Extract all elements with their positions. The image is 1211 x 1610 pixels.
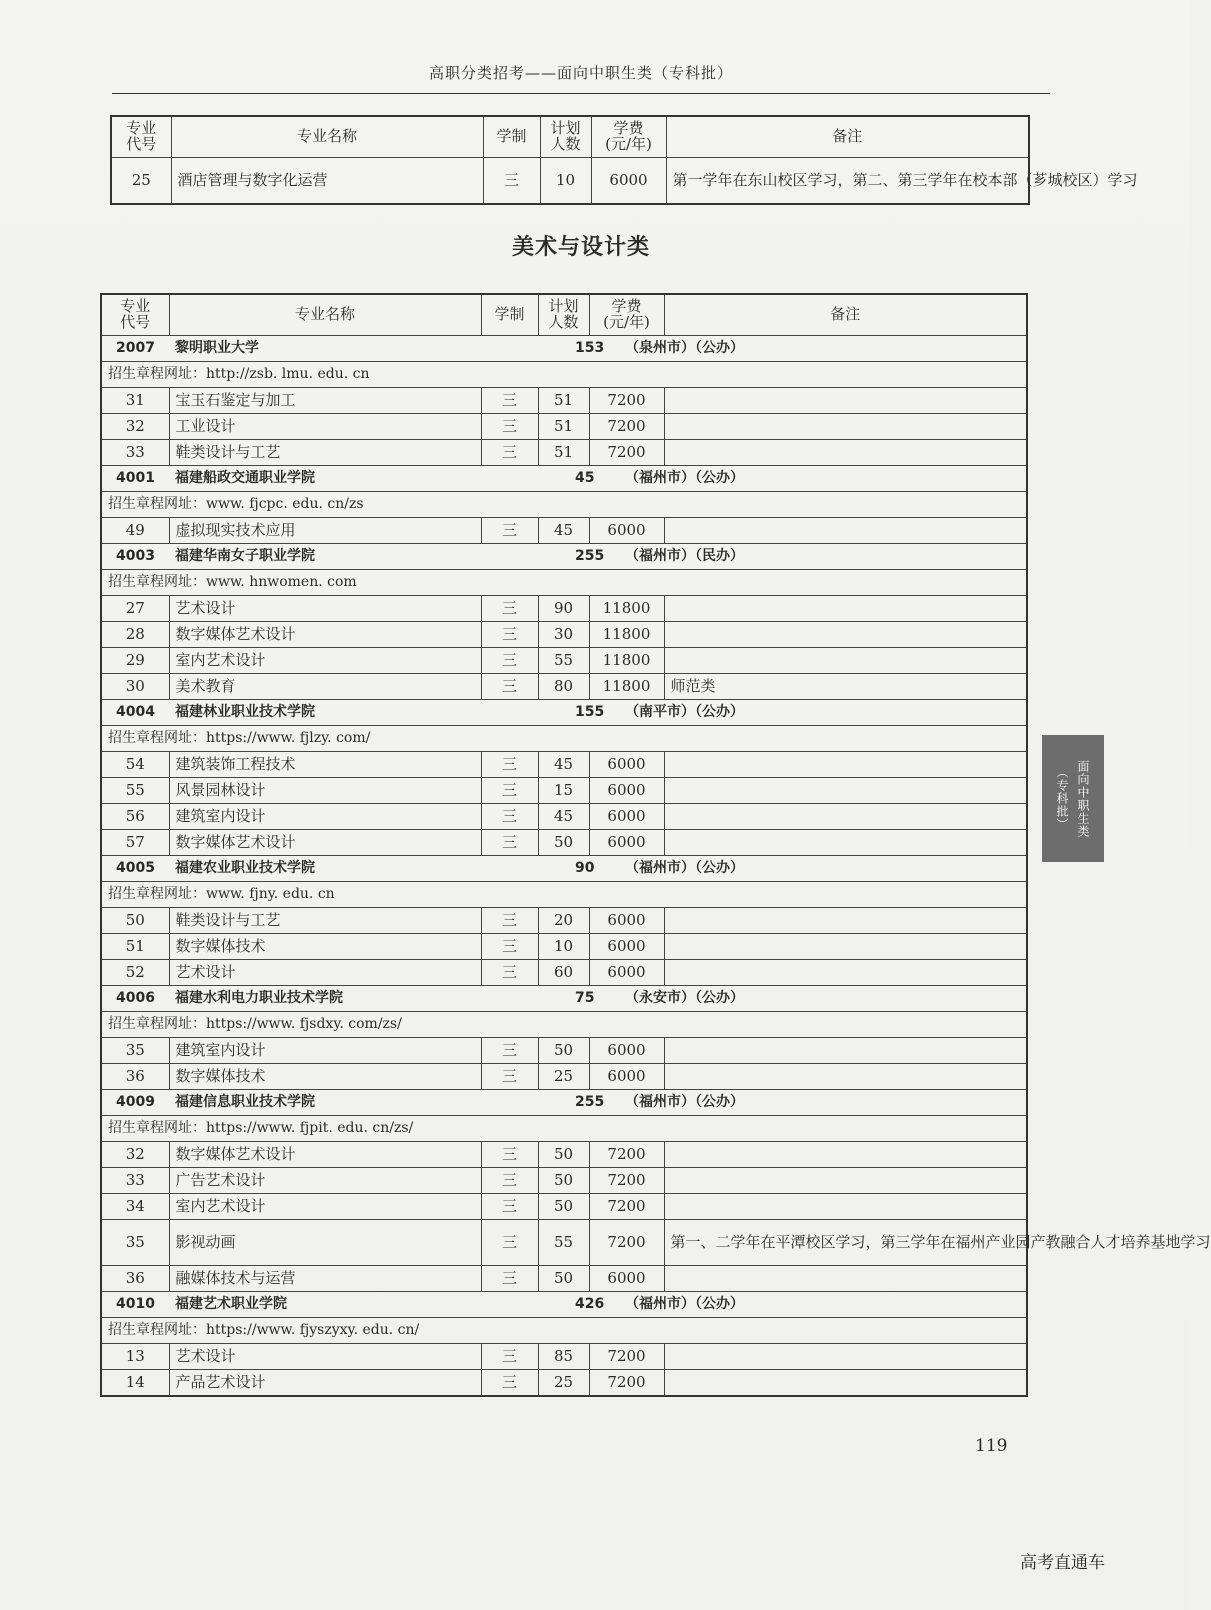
major-plan: 50	[538, 1142, 589, 1168]
school-url-cell	[101, 1012, 1027, 1038]
major-plan: 60	[538, 960, 589, 986]
school-url: http://zsb. lmu. edu. cn	[206, 366, 370, 383]
table-row	[101, 1344, 1027, 1370]
major-name: 艺术设计	[169, 596, 481, 622]
column-header-fee: 学费 (元/年)	[589, 294, 664, 336]
school-name: 福建水利电力职业技术学院	[175, 990, 343, 1007]
school-row	[101, 986, 1027, 1012]
school-url-row	[101, 882, 1027, 908]
school-name: 福建艺术职业学院	[175, 1296, 287, 1313]
table-row	[101, 1168, 1027, 1194]
school-name: 福建船政交通职业学院	[175, 470, 315, 487]
school-plan: 45	[575, 470, 595, 487]
major-plan: 51	[538, 440, 589, 466]
side-tab-line2: （专科批）	[1055, 766, 1069, 831]
major-plan: 30	[538, 622, 589, 648]
major-remark	[664, 622, 1027, 648]
major-plan: 85	[538, 1344, 589, 1370]
major-code: 28	[101, 622, 169, 648]
major-name: 数字媒体艺术设计	[169, 622, 481, 648]
major-name: 虚拟现实技术应用	[169, 518, 481, 544]
major-duration: 三	[481, 934, 538, 960]
school-info	[169, 1090, 1027, 1116]
table-row	[101, 804, 1027, 830]
major-name: 酒店管理与数字化运营	[171, 158, 483, 204]
major-code: 36	[101, 1266, 169, 1292]
major-plan: 25	[538, 1064, 589, 1090]
school-plan: 153	[575, 340, 605, 357]
school-url-cell	[101, 1116, 1027, 1142]
major-duration: 三	[481, 752, 538, 778]
school-url-row	[101, 1318, 1027, 1344]
column-header-duration: 学制	[481, 294, 538, 336]
major-code: 32	[101, 1142, 169, 1168]
school-url-row	[101, 1012, 1027, 1038]
major-code: 57	[101, 830, 169, 856]
school-plan: 255	[575, 548, 605, 565]
major-remark	[664, 1168, 1027, 1194]
table-row	[101, 1370, 1027, 1397]
school-url-row	[101, 1116, 1027, 1142]
url-label: 招生章程网址：	[108, 574, 206, 591]
major-duration: 三	[481, 1194, 538, 1220]
major-remark	[664, 752, 1027, 778]
major-plan: 45	[538, 804, 589, 830]
major-plan: 10	[540, 158, 591, 204]
school-url-cell	[101, 492, 1027, 518]
major-name: 数字媒体技术	[169, 1064, 481, 1090]
table-row	[101, 830, 1027, 856]
page-number: 119	[975, 1436, 1008, 1456]
school-url-cell	[101, 726, 1027, 752]
school-code: 4010	[101, 1292, 169, 1318]
major-remark	[664, 1038, 1027, 1064]
school-name: 黎明职业大学	[175, 340, 259, 357]
major-fee: 7200	[589, 1344, 664, 1370]
major-duration: 三	[481, 648, 538, 674]
major-remark	[664, 1266, 1027, 1292]
major-plan: 50	[538, 1194, 589, 1220]
url-label: 招生章程网址：	[108, 1016, 206, 1033]
major-fee: 6000	[589, 908, 664, 934]
table-row	[101, 440, 1027, 466]
major-plan: 51	[538, 414, 589, 440]
school-info	[169, 544, 1027, 570]
major-plan: 50	[538, 1168, 589, 1194]
column-header-name: 专业名称	[169, 294, 481, 336]
major-remark	[664, 1370, 1027, 1397]
major-name: 建筑室内设计	[169, 1038, 481, 1064]
major-fee: 6000	[591, 158, 666, 204]
column-header-name: 专业名称	[171, 116, 483, 158]
school-name: 福建林业职业技术学院	[175, 704, 315, 721]
major-remark	[664, 596, 1027, 622]
major-code: 25	[111, 158, 171, 204]
major-duration: 三	[481, 1370, 538, 1397]
major-code: 35	[101, 1038, 169, 1064]
school-name: 福建农业职业技术学院	[175, 860, 315, 877]
column-header-plan: 计划 人数	[538, 294, 589, 336]
major-name: 产品艺术设计	[169, 1370, 481, 1397]
table-row	[101, 414, 1027, 440]
school-row	[101, 1292, 1027, 1318]
school-url-row	[101, 726, 1027, 752]
school-location: （福州市）（公办）	[625, 470, 744, 487]
major-code: 31	[101, 388, 169, 414]
major-code: 35	[101, 1220, 169, 1266]
major-duration: 三	[481, 1344, 538, 1370]
table-row	[101, 1266, 1027, 1292]
major-fee: 6000	[589, 1064, 664, 1090]
major-duration: 三	[481, 414, 538, 440]
major-remark: 第一、二学年在平潭校区学习，第三学年在福州产业园产教融合人才培养基地学习	[664, 1220, 1027, 1266]
school-location: （福州市）（民办）	[625, 548, 744, 565]
school-url-row	[101, 492, 1027, 518]
school-url-row	[101, 362, 1027, 388]
table-row	[101, 934, 1027, 960]
school-name: 福建华南女子职业学院	[175, 548, 315, 565]
major-remark	[664, 1142, 1027, 1168]
major-code: 50	[101, 908, 169, 934]
major-duration: 三	[481, 960, 538, 986]
table-row	[101, 1038, 1027, 1064]
running-header: 高职分类招考——面向中职生类（专科批）	[428, 64, 733, 82]
table-header-row	[111, 116, 1029, 158]
major-code: 56	[101, 804, 169, 830]
major-name: 建筑室内设计	[169, 804, 481, 830]
major-fee: 7200	[589, 1168, 664, 1194]
major-code: 14	[101, 1370, 169, 1397]
major-code: 33	[101, 440, 169, 466]
major-duration: 三	[481, 388, 538, 414]
major-name: 风景园林设计	[169, 778, 481, 804]
major-code: 51	[101, 934, 169, 960]
school-url: https://www. fjlzy. com/	[206, 730, 371, 747]
school-url-cell	[101, 882, 1027, 908]
school-info	[169, 986, 1027, 1012]
url-label: 招生章程网址：	[108, 886, 206, 903]
school-location: （福州市）（公办）	[625, 860, 744, 877]
school-location: （永安市）（公办）	[625, 990, 744, 1007]
section-title: 美术与设计类	[511, 235, 650, 260]
column-header-remark: 备注	[664, 294, 1027, 336]
side-tab-line1: 面向中职生类	[1076, 759, 1090, 838]
table-row	[101, 622, 1027, 648]
school-code: 4001	[101, 466, 169, 492]
major-name: 室内艺术设计	[169, 1194, 481, 1220]
major-remark	[664, 804, 1027, 830]
table-row	[101, 1142, 1027, 1168]
major-name: 艺术设计	[169, 960, 481, 986]
major-duration: 三	[481, 1064, 538, 1090]
school-code: 4005	[101, 856, 169, 882]
school-url: https://www. fjpit. edu. cn/zs/	[206, 1120, 414, 1137]
school-code: 4003	[101, 544, 169, 570]
side-tab	[1042, 735, 1104, 862]
major-name: 数字媒体艺术设计	[169, 1142, 481, 1168]
table-row	[101, 388, 1027, 414]
major-fee: 7200	[589, 1142, 664, 1168]
major-fee: 7200	[589, 1194, 664, 1220]
major-plan: 25	[538, 1370, 589, 1397]
major-name: 广告艺术设计	[169, 1168, 481, 1194]
school-row	[101, 856, 1027, 882]
major-fee: 6000	[589, 752, 664, 778]
table-header-row	[101, 294, 1027, 336]
major-fee: 6000	[589, 1266, 664, 1292]
major-fee: 6000	[589, 1038, 664, 1064]
major-plan: 50	[538, 830, 589, 856]
column-header-code: 专业 代号	[111, 116, 171, 158]
major-remark	[664, 414, 1027, 440]
school-location: （福州市）（公办）	[625, 1094, 744, 1111]
major-code: 55	[101, 778, 169, 804]
major-fee: 6000	[589, 518, 664, 544]
major-code: 33	[101, 1168, 169, 1194]
school-info	[169, 336, 1027, 362]
url-label: 招生章程网址：	[108, 496, 206, 513]
major-fee: 7200	[589, 1220, 664, 1266]
school-code: 4006	[101, 986, 169, 1012]
school-url-cell	[101, 362, 1027, 388]
major-code: 13	[101, 1344, 169, 1370]
major-fee: 6000	[589, 830, 664, 856]
school-url: https://www. fjyszyxy. edu. cn/	[206, 1322, 420, 1339]
major-duration: 三	[481, 1168, 538, 1194]
major-plan: 50	[538, 1038, 589, 1064]
school-row	[101, 466, 1027, 492]
major-name: 鞋类设计与工艺	[169, 908, 481, 934]
table-row	[101, 518, 1027, 544]
school-code: 4009	[101, 1090, 169, 1116]
major-duration: 三	[481, 908, 538, 934]
school-code: 2007	[101, 336, 169, 362]
major-duration: 三	[481, 518, 538, 544]
major-fee: 11800	[589, 596, 664, 622]
major-fee: 7200	[589, 1370, 664, 1397]
school-info	[169, 1292, 1027, 1318]
table-row	[101, 596, 1027, 622]
major-remark	[664, 830, 1027, 856]
major-remark	[664, 908, 1027, 934]
table-row	[101, 960, 1027, 986]
major-duration: 三	[481, 778, 538, 804]
major-duration: 三	[481, 674, 538, 700]
school-name: 福建信息职业技术学院	[175, 1094, 315, 1111]
school-row	[101, 544, 1027, 570]
major-name: 宝玉石鉴定与加工	[169, 388, 481, 414]
major-plan: 20	[538, 908, 589, 934]
major-duration: 三	[481, 804, 538, 830]
major-plan: 55	[538, 648, 589, 674]
table-row	[101, 908, 1027, 934]
school-plan: 426	[575, 1296, 605, 1313]
major-code: 36	[101, 1064, 169, 1090]
school-url: www. fjny. edu. cn	[206, 886, 335, 903]
column-header-fee: 学费 (元/年)	[591, 116, 666, 158]
major-remark	[664, 960, 1027, 986]
major-remark	[664, 1064, 1027, 1090]
major-duration: 三	[483, 158, 540, 204]
major-duration: 三	[481, 830, 538, 856]
major-fee: 11800	[589, 674, 664, 700]
table-row	[101, 674, 1027, 700]
major-name: 美术教育	[169, 674, 481, 700]
major-remark	[664, 778, 1027, 804]
major-plan: 51	[538, 388, 589, 414]
url-label: 招生章程网址：	[108, 730, 206, 747]
major-duration: 三	[481, 1142, 538, 1168]
major-code: 34	[101, 1194, 169, 1220]
major-remark	[664, 1344, 1027, 1370]
major-code: 27	[101, 596, 169, 622]
major-duration: 三	[481, 596, 538, 622]
table-row	[111, 158, 1029, 204]
major-remark	[664, 518, 1027, 544]
major-plan: 10	[538, 934, 589, 960]
major-duration: 三	[481, 622, 538, 648]
school-info	[169, 856, 1027, 882]
major-fee: 7200	[589, 440, 664, 466]
major-code: 52	[101, 960, 169, 986]
major-fee: 6000	[589, 778, 664, 804]
major-fee: 7200	[589, 388, 664, 414]
major-name: 室内艺术设计	[169, 648, 481, 674]
top-table	[110, 115, 1138, 205]
major-name: 鞋类设计与工艺	[169, 440, 481, 466]
major-plan: 50	[538, 1266, 589, 1292]
major-name: 建筑装饰工程技术	[169, 752, 481, 778]
major-name: 艺术设计	[169, 1344, 481, 1370]
major-plan: 90	[538, 596, 589, 622]
column-header-duration: 学制	[483, 116, 540, 158]
major-fee: 6000	[589, 960, 664, 986]
school-row	[101, 336, 1027, 362]
major-remark	[664, 388, 1027, 414]
school-row	[101, 1090, 1027, 1116]
table-row	[101, 778, 1027, 804]
column-header-code: 专业 代号	[101, 294, 169, 336]
major-fee: 11800	[589, 622, 664, 648]
url-label: 招生章程网址：	[108, 366, 206, 383]
school-location: （福州市）（公办）	[625, 1296, 744, 1313]
school-row	[101, 700, 1027, 726]
major-fee: 6000	[589, 934, 664, 960]
school-info	[169, 700, 1027, 726]
major-code: 29	[101, 648, 169, 674]
major-plan: 45	[538, 752, 589, 778]
school-url: www. hnwomen. com	[206, 574, 357, 591]
major-fee: 7200	[589, 414, 664, 440]
major-plan: 15	[538, 778, 589, 804]
school-info	[169, 466, 1027, 492]
major-plan: 55	[538, 1220, 589, 1266]
major-remark: 第一学年在东山校区学习，第二、第三学年在校本部（芗城校区）学习	[666, 158, 1029, 204]
major-name: 数字媒体艺术设计	[169, 830, 481, 856]
major-code: 49	[101, 518, 169, 544]
major-name: 工业设计	[169, 414, 481, 440]
school-url-cell	[101, 570, 1027, 596]
school-url-row	[101, 570, 1027, 596]
major-code: 30	[101, 674, 169, 700]
major-duration: 三	[481, 1038, 538, 1064]
school-plan: 90	[575, 860, 595, 877]
school-url: www. fjcpc. edu. cn/zs	[206, 496, 364, 513]
column-header-plan: 计划 人数	[540, 116, 591, 158]
major-plan: 45	[538, 518, 589, 544]
header-rule	[112, 93, 1050, 94]
major-name: 数字媒体技术	[169, 934, 481, 960]
major-remark: 师范类	[664, 674, 1027, 700]
major-remark	[664, 440, 1027, 466]
major-code: 54	[101, 752, 169, 778]
major-duration: 三	[481, 1266, 538, 1292]
major-code: 32	[101, 414, 169, 440]
table-row	[101, 1064, 1027, 1090]
school-code: 4004	[101, 700, 169, 726]
school-location: （南平市）（公办）	[625, 704, 744, 721]
url-label: 招生章程网址：	[108, 1120, 206, 1137]
table-row	[101, 1220, 1027, 1266]
major-remark	[664, 1194, 1027, 1220]
major-fee: 6000	[589, 804, 664, 830]
major-name: 融媒体技术与运营	[169, 1266, 481, 1292]
major-remark	[664, 934, 1027, 960]
major-duration: 三	[481, 440, 538, 466]
table-row	[101, 752, 1027, 778]
column-header-remark: 备注	[666, 116, 1029, 158]
url-label: 招生章程网址：	[108, 1322, 206, 1339]
major-plan: 80	[538, 674, 589, 700]
school-location: （泉州市）（公办）	[625, 340, 744, 357]
major-duration: 三	[481, 1220, 538, 1266]
school-url: https://www. fjsdxy. com/zs/	[206, 1016, 402, 1033]
school-plan: 75	[575, 990, 595, 1007]
major-fee: 11800	[589, 648, 664, 674]
school-plan: 255	[575, 1094, 605, 1111]
table-row	[101, 648, 1027, 674]
school-plan: 155	[575, 704, 605, 721]
watermark: 高考直通车	[1020, 1553, 1105, 1573]
school-url-cell	[101, 1318, 1027, 1344]
major-remark	[664, 648, 1027, 674]
major-name: 影视动画	[169, 1220, 481, 1266]
table-row	[101, 1194, 1027, 1220]
